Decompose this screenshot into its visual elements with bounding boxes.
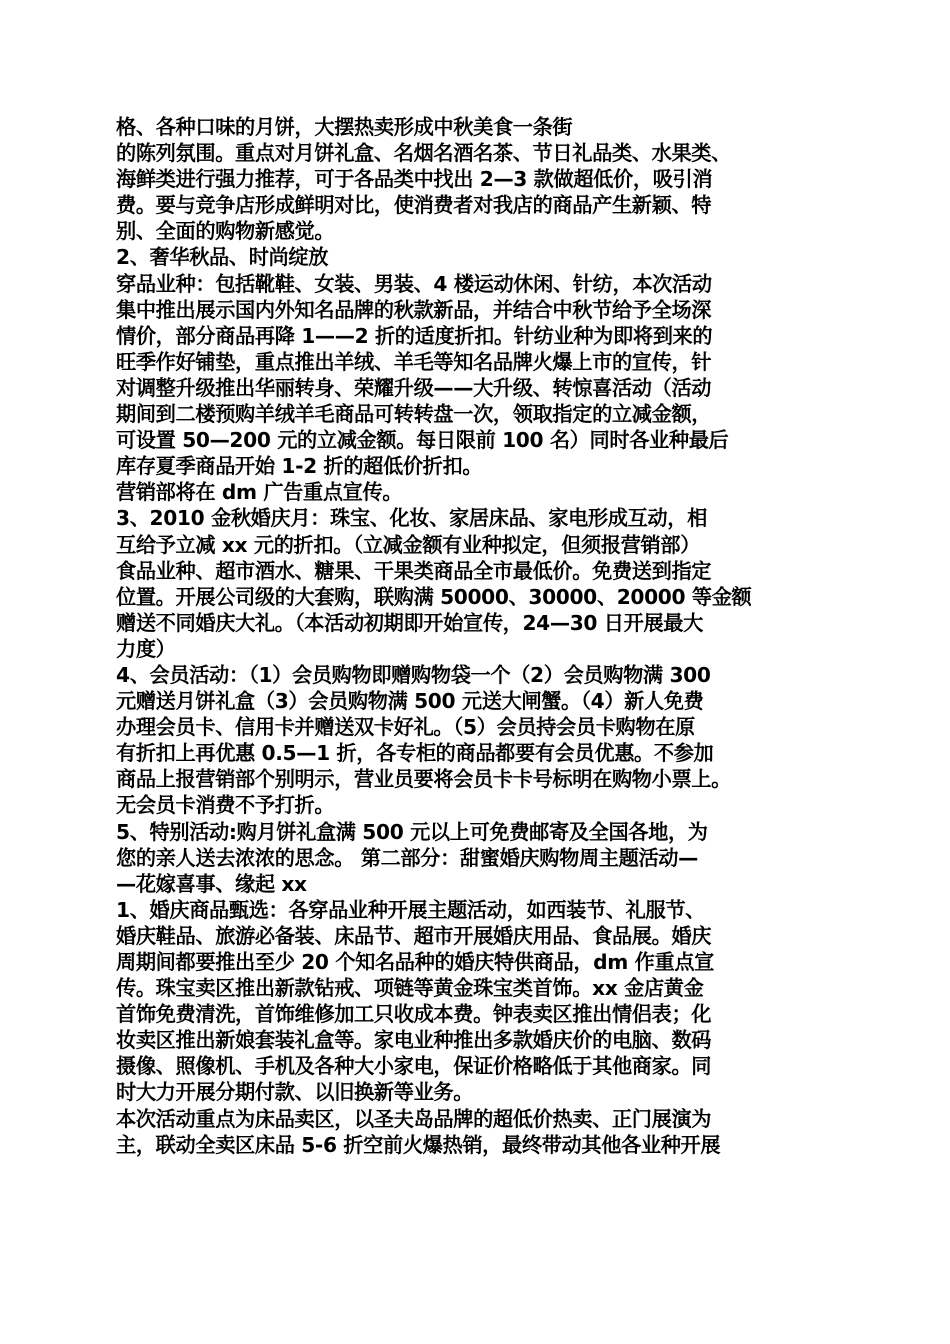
text-line: 传。珠宝卖区推出新款钻戒、项链等黄金珠宝类首饰。xx 金店黄金 xyxy=(116,976,704,1001)
text-line: 别、全面的购物新感觉。 xyxy=(116,219,335,244)
text-line: 本次活动重点为床品卖区，以圣夫岛品牌的超低价热卖、正门展演为 xyxy=(116,1106,712,1131)
text-line: 格、各种口味的月饼，大摆热卖形成中秋美食一条街 xyxy=(116,115,573,139)
text-line: 可设置 50—200 元的立减金额。每日限前 100 名）同时各业种最后 xyxy=(116,428,729,453)
document-body xyxy=(116,114,846,1158)
text-line: 力度） xyxy=(116,636,176,661)
text-line: 互给予立减 xx 元的折扣。（立减金额有业种拟定，但须报营销部） xyxy=(116,532,701,557)
text-line: 库存夏季商品开始 1-2 折的超低价折扣。 xyxy=(116,454,483,479)
text-line: 首饰免费清洗，首饰维修加工只收成本费。钟表卖区推出情侣表；化 xyxy=(116,1002,712,1027)
text-line: 海鲜类进行强力推荐，可于各品类中找出 2—3 款做超低价，吸引消 xyxy=(116,167,713,192)
section-heading: 5、特别活动:购月饼礼盒满 500 元以上可免费邮寄及全国各地，为 xyxy=(116,819,708,844)
text-line: 穿品业种：包括靴鞋、女装、男装、4 楼运动休闲、针纺，本次活动 xyxy=(116,271,712,296)
text-line: 有折扣上再优惠 0.5—1 折，各专柜的商品都要有会员优惠。不参加 xyxy=(116,741,714,766)
text-line: 情价，部分商品再降 1——2 折的适度折扣。针纺业种为即将到来的 xyxy=(116,323,713,348)
text-line: 集中推出展示国内外知名品牌的秋款新品，并结合中秋节给予全场深 xyxy=(116,297,712,322)
text-line: 摄像、照像机、手机及各种大小家电，保证价格略低于其他商家。同 xyxy=(116,1054,712,1079)
section-heading: 4、会员活动：（1）会员购物即赠购物袋一个（2）会员购物满 300 xyxy=(116,662,711,687)
text-line: 时大力开展分期付款、以旧换新等业务。 xyxy=(116,1080,474,1105)
text-line: 赠送不同婚庆大礼。（本活动初期即开始宣传，24—30 日开展最大 xyxy=(116,610,703,635)
text-line: 费。要与竞争店形成鲜明对比，使消费者对我店的商品产生新颖、特 xyxy=(116,193,712,218)
text-line: 办理会员卡、信用卡并赠送双卡好礼。（5）会员持会员卡购物在原 xyxy=(116,715,695,740)
text-line: 妆卖区推出新娘套装礼盒等。家电业种推出多款婚庆价的电脑、数码 xyxy=(116,1028,712,1053)
section-heading: 2、奢华秋品、时尚绽放 xyxy=(116,245,329,270)
text-line: 您的亲人送去浓浓的思念。 第二部分：甜蜜婚庆购物周主题活动— xyxy=(116,845,698,870)
text-line: 婚庆鞋品、旅游必备装、床品节、超市开展婚庆用品、食品展。婚庆 xyxy=(116,923,712,948)
section-heading: 3、2010 金秋婚庆月：珠宝、化妆、家居床品、家电形成互动，相 xyxy=(116,506,707,531)
text-line: 食品业种、超市酒水、糖果、干果类商品全市最低价。免费送到指定 xyxy=(116,558,712,583)
section-heading: 1、婚庆商品甄选：各穿品业种开展主题活动，如西装节、礼服节、 xyxy=(116,897,705,922)
text-line: 的陈列氛围。重点对月饼礼盒、名烟名酒名茶、节日礼品类、水果类、 xyxy=(116,141,731,166)
text-line: 营销部将在 dm 广告重点宣传。 xyxy=(116,480,403,505)
text-line: —花嫁喜事、缘起 xx xyxy=(116,871,307,896)
text-line: 主，联动全卖区床品 5-6 折空前火爆热销，最终带动其他各业种开展 xyxy=(116,1132,721,1157)
text-line: 期间到二楼预购羊绒羊毛商品可转转盘一次，领取指定的立减金额， xyxy=(116,402,712,427)
text-line: 周期间都要推出至少 20 个知名品种的婚庆特供商品，dm 作重点宣 xyxy=(116,950,714,974)
text-line: 旺季作好铺垫，重点推出羊绒、羊毛等知名品牌火爆上市的宣传，针 xyxy=(116,349,712,374)
text-line: 位置。开展公司级的大套购，联购满 50000、30000、20000 等金额 xyxy=(116,584,752,609)
text-line: 商品上报营销部个别明示，营业员要将会员卡卡号标明在购物小票上。 xyxy=(116,767,731,792)
text-line: 无会员卡消费不予打折。 xyxy=(116,793,335,818)
text-line: 元赠送月饼礼盒（3）会员购物满 500 元送大闸蟹。（4）新人免费 xyxy=(116,689,704,714)
text-line: 对调整升级推出华丽转身、荣耀升级——大升级、转惊喜活动（活动 xyxy=(116,375,712,400)
